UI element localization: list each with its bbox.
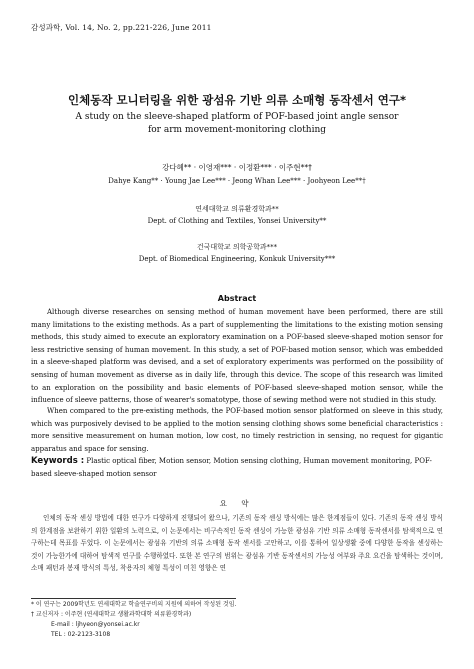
- korean-abstract: [31, 512, 443, 575]
- abstract-heading: Abstract: [217, 294, 257, 303]
- korean-abstract-heading: 요 약: [219, 499, 255, 508]
- korean-abstract-text: 인체의 동작 센싱 방법에 대한 연구가 다양하게 진행되어 왔으나, 기존의 동작 센싱 방식에는 많은 한계점들이 있다. 기존의 동작 센싱 방식의 한계점을 보완하기 위한 일환의 노력으로, 이 논문에서는 비구속적인 동작 센싱이 가능한 광섬유 기반 의류 소매형 동작센서를 탐색적으로 연구하는데 목표를 두었다. 이 논문에서는 광섬유 기반의 의류 소매형 동작 센서를 고안하고, 이를 통하여 일상생활 중에 다양한 동작을 센싱하는 것이 가능한가에 대하여 탐색적 연구를 수행하였다. 또한 본 연구의 범위는 광섬유 기반 동작센서의 가능성 여부와 주요 요건을 탐색하는 것이며, 소매 패턴과 봉재 방식의 특성, 착용자의 체형 특성이 미친 영향은 연: [31, 514, 443, 573]
- footnote-funding: * 이 연구는 2009학년도 연세대학교 학술연구비의 지원에 의하여 작성된 것임.: [31, 601, 237, 608]
- footnotes: [31, 600, 236, 640]
- affiliation-2-english: Dept. of Biomedical Engineering, Konkuk University***: [138, 255, 336, 263]
- title-english-line1: A study on the sleeve-shaped platform of POF-based joint angle sensor: [75, 112, 399, 122]
- keywords-label: Keywords :: [31, 456, 85, 466]
- affiliation-1-korean: 연세대학교 의류환경학과**: [195, 205, 279, 213]
- affiliation-2-korean: 건국대학교 의학공학과***: [196, 243, 278, 251]
- abstract-paragraph-2-text: When compared to the pre-existing methods, the POF-based motion sensor platformed on sleeve in this study, which was purposively devised to be applied to the motion sensing clothing shows some beneficial characteristics : more sensitive measurement on human motion, low cost, no timely restriction in sensing, no request for gigantic apparatus and space for sensing.: [31, 407, 443, 453]
- title-english: [0, 111, 474, 137]
- keywords: [31, 455, 443, 480]
- footnote-corresponding-author: † 교신저자 : 이주현 (연세대학교 생활과학대학 의류환경학과): [31, 611, 192, 618]
- footnote-email: E-mail : ljhyeon@yonsei.ac.kr: [51, 621, 140, 628]
- keywords-text: Plastic optical fiber, Motion sensor, Motion sensing clothing, Human movement monitoring, POF-based sleeve-shaped motion sensor: [31, 457, 432, 478]
- journal-citation: 감성과학, Vol. 14, No. 2, pp.221-226, June 2011: [31, 23, 212, 32]
- affiliation-1-english: Dept. of Clothing and Textiles, Yonsei University**: [147, 217, 327, 225]
- footnote-phone: TEL : 02-2123-3108: [51, 631, 111, 638]
- authors-english: Dahye Kang** · Young Jae Lee*** · Jeong Whan Lee*** · Joohyeon Lee**†: [108, 177, 366, 185]
- title-korean: 인체동작 모니터링을 위한 광섬유 기반 의류 소매형 동작센서 연구*: [68, 93, 406, 107]
- abstract-paragraph-1: [31, 306, 443, 407]
- abstract-paragraph-1-text: Although diverse researches on sensing method of human movement have been performed, there are still many limitations to the existing methods. As a part of supplementing the limitations to the existing motion sensing methods, this study aimed to execute an exploratory examination on a POF-based sleeve-shaped motion sensor for less restrictive sensing of human movement. In this study, a set of POF-based motion sensor, which was embedded in a sleeve-shaped platform was devised, and a set of exploratory experiments was performed on the possibility of sensing of human movement as diverse as in daily life, through this device. The scope of this research was limited to an exploration on the possibility and basic elements of POF-based sleeve-shaped motion sensor, while the influence of sleeve patterns, those of wearer's somatotype, those of sewing method were not studied in this study.: [31, 308, 443, 405]
- title-english-line2: for arm movement-monitoring clothing: [147, 125, 327, 135]
- abstract-paragraph-2: [31, 405, 443, 455]
- authors-korean: 강다혜** · 이영재*** · 이정환*** · 이주현**†: [162, 163, 312, 172]
- footnote-divider: [31, 598, 236, 599]
